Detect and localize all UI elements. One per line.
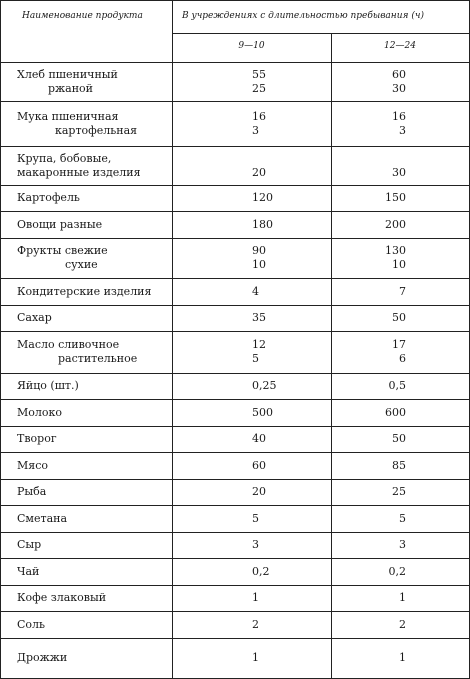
value-12-24: 16 bbox=[392, 110, 406, 123]
value-9-10: 5 bbox=[252, 352, 259, 365]
column-divider-periods bbox=[331, 33, 332, 679]
value-12-24: 50 bbox=[392, 311, 406, 324]
product-name: сухие bbox=[65, 258, 98, 271]
table-top-border bbox=[0, 0, 470, 1]
row-divider bbox=[0, 585, 470, 586]
product-name: Крупа, бобовые, bbox=[17, 152, 112, 165]
value-9-10: 2 bbox=[252, 618, 259, 631]
header-product: Наименование продукта bbox=[22, 11, 143, 21]
product-name: Соль bbox=[17, 618, 46, 631]
value-9-10: 25 bbox=[252, 82, 266, 95]
value-12-24: 150 bbox=[385, 191, 406, 204]
row-divider bbox=[0, 399, 470, 400]
row-divider bbox=[0, 305, 470, 306]
product-name: Дрожжи bbox=[17, 651, 68, 664]
row-divider bbox=[0, 426, 470, 427]
value-12-24: 3 bbox=[399, 538, 406, 551]
value-12-24: 5 bbox=[399, 512, 406, 525]
product-name: Сыр bbox=[17, 538, 42, 551]
row-divider bbox=[0, 211, 470, 212]
value-12-24: 2 bbox=[399, 618, 406, 631]
product-name: растительное bbox=[58, 352, 138, 365]
value-12-24: 50 bbox=[392, 432, 406, 445]
row-divider bbox=[0, 373, 470, 374]
value-9-10: 180 bbox=[252, 218, 273, 231]
value-9-10: 0,25 bbox=[252, 379, 277, 392]
row-divider bbox=[0, 331, 470, 332]
value-9-10: 4 bbox=[252, 285, 259, 298]
value-12-24: 3 bbox=[399, 124, 406, 137]
header-subdivider bbox=[172, 33, 469, 34]
value-9-10: 90 bbox=[252, 244, 266, 257]
product-name: Яйцо (шт.) bbox=[17, 379, 79, 392]
value-9-10: 16 bbox=[252, 110, 266, 123]
product-name: Хлеб пшеничный bbox=[17, 68, 118, 81]
product-name: Фрукты свежие bbox=[17, 244, 108, 257]
product-name: Рыба bbox=[17, 485, 47, 498]
product-name: Молоко bbox=[17, 406, 62, 419]
row-divider bbox=[0, 238, 470, 239]
product-name: Масло сливочное bbox=[17, 338, 120, 351]
value-9-10: 20 bbox=[252, 166, 266, 179]
row-divider bbox=[0, 479, 470, 480]
value-12-24: 0,2 bbox=[388, 565, 406, 578]
header-bottom-border bbox=[0, 62, 470, 63]
row-divider bbox=[0, 638, 470, 639]
value-12-24: 6 bbox=[399, 352, 406, 365]
value-9-10: 5 bbox=[252, 512, 259, 525]
value-9-10: 3 bbox=[252, 538, 259, 551]
value-12-24: 25 bbox=[392, 485, 406, 498]
value-12-24: 17 bbox=[392, 338, 406, 351]
value-9-10: 3 bbox=[252, 124, 259, 137]
row-divider bbox=[0, 278, 470, 279]
value-12-24: 60 bbox=[392, 68, 406, 81]
product-name: макаронные изделия bbox=[17, 166, 141, 179]
row-divider bbox=[0, 611, 470, 612]
value-9-10: 1 bbox=[252, 651, 259, 664]
row-divider bbox=[0, 532, 470, 533]
value-12-24: 200 bbox=[385, 218, 406, 231]
product-name: Мука пшеничная bbox=[17, 110, 119, 123]
product-name: Картофель bbox=[17, 191, 80, 204]
value-9-10: 35 bbox=[252, 311, 266, 324]
product-name: ржаной bbox=[48, 82, 94, 95]
header-period-12-24: 12—24 bbox=[384, 41, 416, 51]
product-name: Сахар bbox=[17, 311, 52, 324]
value-12-24: 1 bbox=[399, 591, 406, 604]
value-12-24: 0,5 bbox=[388, 379, 406, 392]
value-9-10: 10 bbox=[252, 258, 266, 271]
product-name: Чай bbox=[17, 565, 40, 578]
product-name: Кофе злаковый bbox=[17, 591, 107, 604]
product-name: Овощи разные bbox=[17, 218, 103, 231]
value-12-24: 7 bbox=[399, 285, 406, 298]
product-name: Кондитерские изделия bbox=[17, 285, 152, 298]
value-9-10: 0,2 bbox=[252, 565, 270, 578]
value-9-10: 12 bbox=[252, 338, 266, 351]
product-name: Сметана bbox=[17, 512, 68, 525]
row-divider bbox=[0, 452, 470, 453]
row-divider bbox=[0, 101, 470, 102]
value-9-10: 55 bbox=[252, 68, 266, 81]
value-12-24: 600 bbox=[385, 406, 406, 419]
value-9-10: 20 bbox=[252, 485, 266, 498]
header-duration: В учреждениях с длительностью пребывания (ч) bbox=[182, 11, 424, 21]
product-name: Творог bbox=[17, 432, 57, 445]
header-period-9-10: 9—10 bbox=[238, 41, 265, 51]
value-9-10: 60 bbox=[252, 459, 266, 472]
row-divider bbox=[0, 558, 470, 559]
value-12-24: 30 bbox=[392, 166, 406, 179]
product-name: Мясо bbox=[17, 459, 48, 472]
value-9-10: 500 bbox=[252, 406, 273, 419]
row-divider bbox=[0, 185, 470, 186]
value-12-24: 130 bbox=[385, 244, 406, 257]
value-12-24: 1 bbox=[399, 651, 406, 664]
value-12-24: 10 bbox=[392, 258, 406, 271]
row-divider bbox=[0, 505, 470, 506]
product-name: картофельная bbox=[55, 124, 138, 137]
value-9-10: 120 bbox=[252, 191, 273, 204]
row-divider bbox=[0, 146, 470, 147]
value-12-24: 30 bbox=[392, 82, 406, 95]
value-9-10: 1 bbox=[252, 591, 259, 604]
value-9-10: 40 bbox=[252, 432, 266, 445]
value-12-24: 85 bbox=[392, 459, 406, 472]
